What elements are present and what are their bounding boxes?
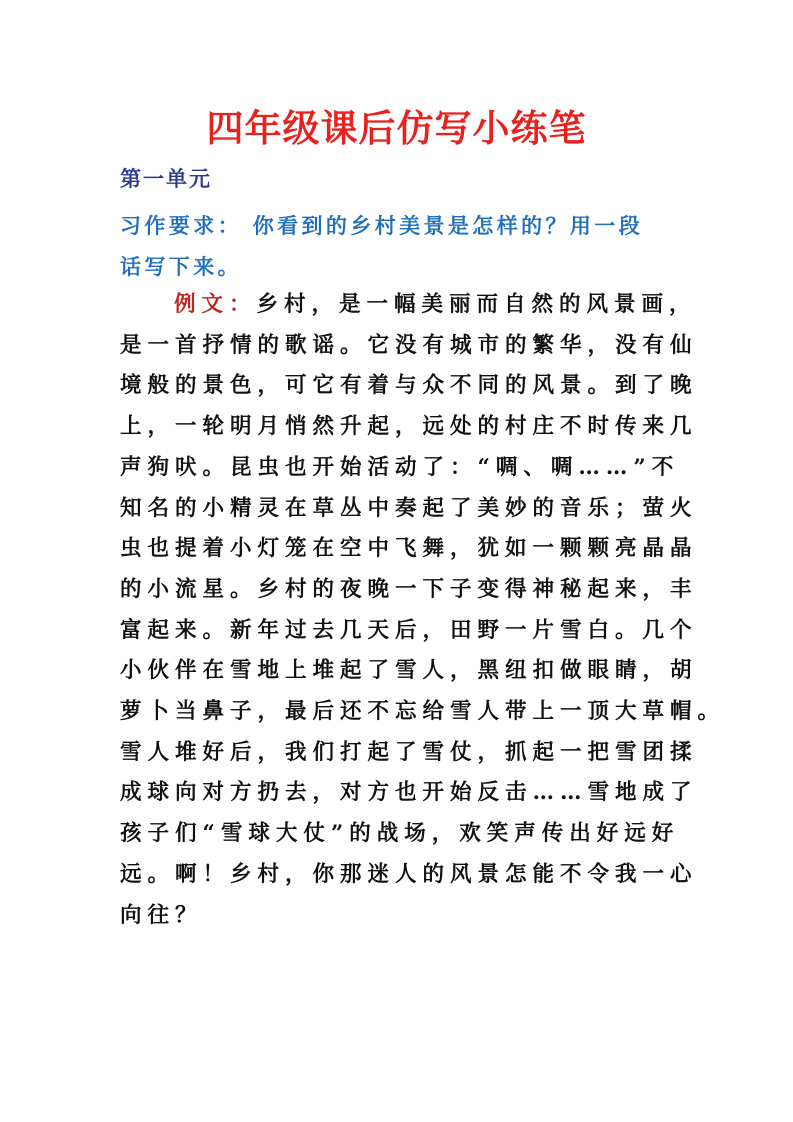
essay-line: 知名的小精灵在草丛中奏起了美妙的音乐；萤火 bbox=[120, 495, 698, 521]
essay-line: 上，一轮明月悄然升起，远处的村庄不时传来几 bbox=[120, 414, 698, 440]
page-title: 四年级课后仿写小练笔 bbox=[206, 107, 587, 150]
essay-line: 雪人堆好后，我们打起了雪仗，抓起一把雪团揉 bbox=[120, 739, 698, 765]
essay-text: 乡村，是一幅美丽而自然的风景画， bbox=[256, 292, 697, 317]
essay-line: 富起来。新年过去几天后，田野一片雪白。几个 bbox=[120, 617, 698, 643]
essay-line: 声狗吠。昆虫也开始活动了：“啁、啁……”不 bbox=[120, 454, 680, 480]
requirement-line: 习作要求： 你看到的乡村美景是怎样的？用一段 bbox=[120, 213, 644, 238]
essay-line: 境般的景色，可它有着与众不同的风景。到了晚 bbox=[120, 373, 698, 399]
essay-line: 是一首抒情的歌谣。它没有城市的繁华，没有仙 bbox=[120, 332, 698, 358]
essay-line: 孩子们“雪球大仗”的战场，欢笑声传出好远好 bbox=[120, 821, 680, 847]
unit-heading: 第一单元 bbox=[120, 166, 212, 191]
essay-line: 的小流星。乡村的夜晚一下子变得神秘起来，丰 bbox=[120, 576, 698, 602]
essay-line: 萝卜当鼻子，最后还不忘给雪人带上一顶大草帽。 bbox=[120, 699, 726, 725]
essay-line: 小伙伴在雪地上堆起了雪人，黑纽扣做眼睛，胡 bbox=[120, 658, 698, 684]
essay-first-line bbox=[120, 285, 697, 326]
essay-line: 向往？ bbox=[120, 902, 203, 928]
essay-line: 虫也提着小灯笼在空中飞舞，犹如一颗颗亮晶晶 bbox=[120, 536, 698, 562]
essay-line: 成球向对方扔去，对方也开始反击……雪地成了 bbox=[120, 780, 698, 806]
essay-line: 远。啊！乡村，你那迷人的风景怎能不令我一心 bbox=[120, 861, 698, 887]
example-label: 例文： bbox=[174, 292, 257, 317]
requirement-line: 话写下来。 bbox=[120, 254, 242, 279]
writing-requirement bbox=[120, 205, 680, 287]
example-essay bbox=[120, 285, 726, 936]
